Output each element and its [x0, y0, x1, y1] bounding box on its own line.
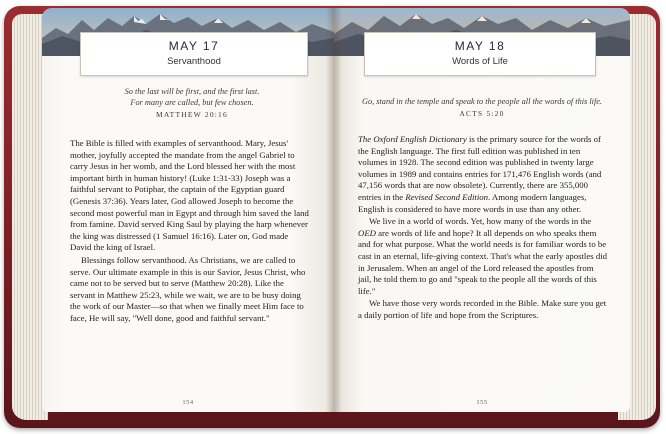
paragraph: The Bible is filled with examples of servanthood. Mary, Jesus' mother, joyfully accepted the mandate from the angel Gabriel to carry Jesus in her womb, and the Lord blessed her with the most important birth in human history! (Luke 1:31-33) Joseph was a faithful servant to Potiphar, the captain of the Egyptian guard (Genesis 37:36). Years later, God allowed Joseph to become the second most powerful man in Egypt and through him saved the land from famine. David served King Saul by playing the harp whenever the king was distressed (1 Samuel 16:16). Later on, God made David the king of Israel. [70, 138, 309, 253]
verse-line: For many are called, but few chosen. [130, 98, 254, 107]
paragraph: We have those very words recorded in the Bible. Make sure you get a daily portion of life and hope from the Scriptures. [358, 298, 607, 320]
left-page [42, 8, 334, 412]
verse-reference: MATTHEW 20:16 [156, 110, 228, 119]
day-title: Words of Life [452, 56, 508, 67]
book-abbreviation: OED [358, 227, 376, 238]
paragraph: Blessings follow servanthood. As Christians, we are called to serve. Our ultimate example in this is our Savior, Jesus Christ, who came not to be served but to serve (Matthew 20:28). Like the servant in Matthew 25:23, while we wait, we are to be busy doing the work of our Master—so that when we finally meet Him face to face, He will say, "Well done, good and faithful servant." [70, 254, 306, 323]
paragraph-text: is the primary source for the words of the English language. The first full edition was published in ten volumes in 1928. The second edition was published in twenty large volumes in 1989 and contains entries for 171,476 English words (and 47,156 words that are now obsolete). Currently, there are 355,000 entries in the [358, 134, 602, 202]
book-title: Revised Second Edition [405, 191, 489, 202]
paragraph-text: . Among modern languages, English is considered to have more words in use than any other. [358, 191, 587, 214]
page-number: 155 [476, 399, 488, 406]
scripture-verse [72, 86, 312, 120]
book-title: The Oxford English Dictionary [358, 134, 467, 144]
verse-line: So the last will be first, and the first last. [124, 87, 260, 96]
right-page [334, 8, 630, 412]
day-title: Servanthood [167, 56, 221, 67]
day-header [80, 32, 308, 76]
book-gutter [326, 8, 342, 412]
devotional-text [70, 138, 310, 326]
paragraph-text: We live in a world of words. Yet, how many of the words in the [369, 216, 592, 227]
paragraph [358, 216, 608, 297]
devotional-text [358, 134, 608, 323]
day-header [364, 32, 596, 76]
paragraph [358, 134, 608, 215]
verse-reference: ACTS 5:20 [459, 109, 505, 118]
scripture-verse [348, 96, 616, 119]
day-date: MAY 18 [454, 39, 506, 53]
day-date: MAY 17 [168, 39, 220, 53]
page-number: 154 [182, 399, 194, 406]
verse-line: Go, stand in the temple and speak to the people all the words of this life. [361, 97, 603, 106]
paragraph-text: are words of life and hope? It all depends on who speaks them and for what purpose. What the world needs is for familiar words to be cast in an eternal, life-giving context. That's what the early apostles did in Jerusalem. When an angel of the Lord released the apostles from jail, he told them to go and "speak to the people all the words of this life." [358, 227, 608, 296]
